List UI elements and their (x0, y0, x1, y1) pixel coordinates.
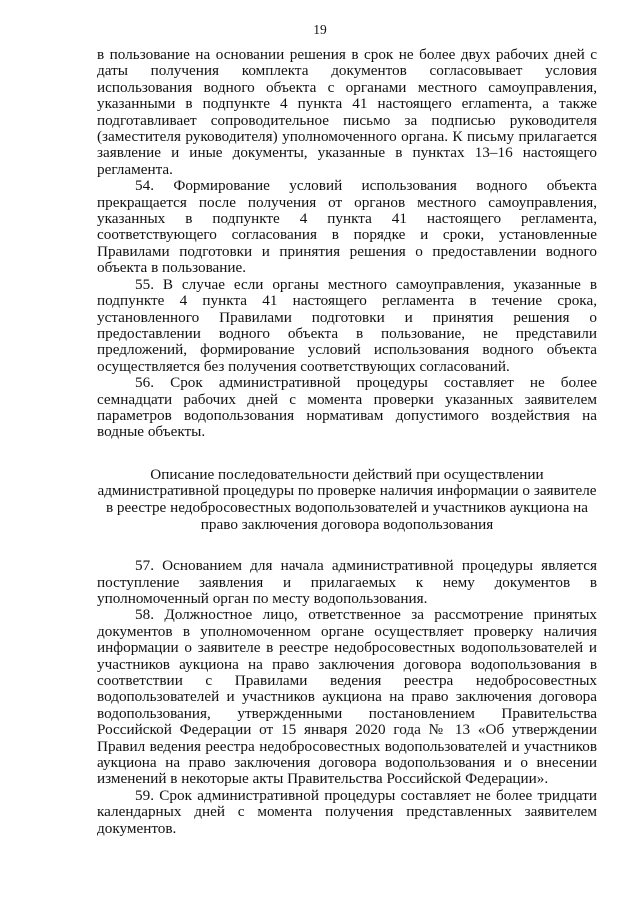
paragraph-55: 55. В случае если органы местного самоуправления, указанные в подпункте 4 пункта 41 настоящего регламента в течение срока, установленного Правилами подготовки и принятия решения о предоставлении водного объекта в пользование, не представили предложений, формирование условий использования водного объекта осуществляется без получения соответствующих согласований. (97, 275, 597, 375)
paragraph-continuation: в пользование на основании решения в срок не более двух рабочих дней с даты получения комплекта документов согласовывает условия использования водного объекта с органами местного самоуправления, указанными в подпункте 4 пункта 41 настоящего еглamента, а также подготавливает сопроводительное письмо за подписью руководителя (заместителя руководителя) уполномоченного органа. К письму прилагается заявление и иные документы, указанные в пунктах 13–16 настоящего регламента. (97, 46, 597, 178)
page-content (97, 47, 597, 837)
section-heading-line: административной процедуры по проверке наличия информации о заявителе (97, 482, 597, 500)
section-heading-line: право заключения договора водопользования (200, 515, 494, 533)
paragraph-58: 58. Должностное лицо, ответственное за рассмотрение принятых документов в уполномоченном органе осуществляет проверку наличия информации о заявителе в реестре недобросовестных водопользователей и участников аукциона на право заключения договора водопользования в соответствии с Правилами ведения реестра недобросовестных водопользователей и участников аукциона на право заключения договора водопользования, утвержденными постановлением Правительства Российской Федерации от 15 января 2020 года № 13 «Об утверждении Правил ведения реестра недобросовестных водопользователей и участников аукциона на право заключения договора водопользования и о внесении изменений в некоторые акты Правительства Российской Федерации». (97, 606, 597, 788)
section-heading-line: Описание последовательности действий при осуществлении (150, 465, 544, 483)
section-heading-line: в реестре недобросовестных водопользователей и участников аукциона на (105, 498, 589, 516)
paragraph-59: 59. Срок административной процедуры составляет не более тридцати календарных дней с момента получения представленных заявителем документов. (97, 786, 597, 837)
paragraph-57: 57. Основанием для начала административной процедуры является поступление заявления и прилагаемых к нему документов в уполномоченный орган по месту водопользования. (97, 557, 597, 607)
paragraph-54: 54. Формирование условий использования водного объекта прекращается после получения от органов местного самоуправления, указанных в подпункте 4 пункта 41 настоящего регламента, соответствующего согласования в порядке и сроки, установленные Правилами подготовки и принятия решения о предоставлении водного объекта в пользование. (97, 177, 597, 277)
paragraph-56: 56. Срок административной процедуры составляет не более семнадцати рабочих дней с момента проверки указанных заявителем параметров водопользования нормативам допустимого воздействия на водные объекты. (97, 374, 597, 441)
page-number: 19 (313, 22, 327, 37)
section-heading (97, 467, 597, 533)
